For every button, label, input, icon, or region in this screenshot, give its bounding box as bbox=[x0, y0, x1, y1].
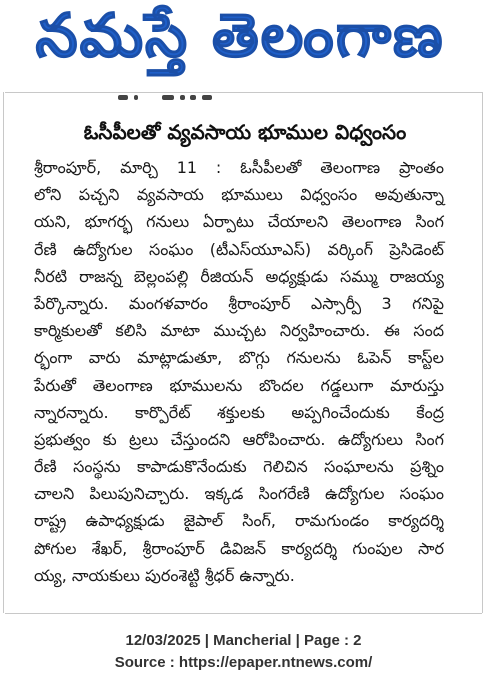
article-line: న్నారన్నారు. కార్పొరేట్ శక్తులకు అప్పగించేందుకు కేంద్ర bbox=[34, 402, 444, 422]
article-line: య్య, నాయకులు పురంశెట్టి శ్రీధర్ ఉన్నారు. bbox=[34, 565, 295, 585]
article-line: యని, భూగర్భ గనులు ఏర్పాటు చేయాలని తెలంగాణ సింగ bbox=[34, 212, 444, 232]
article-line: ర్భంగా వారు మాట్లాడుతూ, బొగ్గు గనులను ఓపెన్ కాస్ట్‌ల bbox=[34, 348, 444, 368]
newspaper-masthead-logo bbox=[30, 1, 450, 82]
clipping-frame-bottom bbox=[5, 613, 482, 614]
cropped-text-fragment bbox=[118, 95, 213, 101]
article-line: శ్రీరాంపూర్, మార్చి 11 : ఓసీపీలతో తెలంగాణ ప్రాంతం bbox=[34, 158, 444, 177]
footer-source-link[interactable]: Source : https://epaper.ntnews.com/ bbox=[114, 654, 373, 671]
article-line: రాష్ట్ర ఉపాధ్యక్షుడు జైపాల్ సింగ్, రామగుండం కార్యదర్శి bbox=[34, 511, 444, 531]
article-line: పేరుతో తెలంగాణ భూములను బొందల గడ్డలుగా మారుస్తు bbox=[34, 375, 444, 395]
masthead-title: నమస్తే తెలంగాణ bbox=[35, 1, 445, 71]
clipping-frame-right bbox=[482, 92, 483, 613]
article-line: రేణి సంస్థను కాపాడుకొనేందుకు గెలిచిన సంఘాలను ప్రశ్నిం bbox=[34, 457, 444, 477]
article-line: చాలని పిలుపునిచ్చారు. ఇక్కడ సింగరేణి ఉద్యోగుల సంఘం bbox=[34, 484, 444, 504]
article-line: పేర్కొన్నారు. మంగళవారం శ్రీరాంపూర్ ఎస్సార్పీ 3 గనిపై bbox=[34, 293, 444, 313]
article-line: పోగుల శేఖర్, శ్రీరాంపూర్ డివిజన్ కార్యదర్శి గుంపుల సార bbox=[34, 538, 444, 558]
article-body bbox=[34, 154, 444, 589]
article-line: రేణి ఉద్యోగుల సంఘం (టీఎస్‌యూఎస్) వర్కింగ్ ప్రెసిడెంట్ bbox=[34, 239, 444, 259]
clipping-frame-left bbox=[3, 92, 4, 613]
article-line: నీరటి రాజన్న బెల్లంపల్లి రీజియన్ అధ్యక్షుడు సమ్ము రాజయ్య bbox=[34, 266, 444, 286]
article-headline: ఓసీపీలతో వ్యవసాయ భూముల విధ్వంసం bbox=[83, 120, 407, 144]
article-line: ప్రభుత్వం కు ట్రలు చేస్తుందని ఆరోపించారు. ఉద్యోగులు సింగ bbox=[34, 429, 444, 449]
article-line: కార్మికులతో కలిసి మాటా ముచ్చట నిర్వహించారు. ఈ సంద bbox=[34, 321, 444, 341]
clipping-frame-top bbox=[5, 92, 482, 93]
footer-date-edition-page: 12/03/2025 | Mancherial | Page : 2 bbox=[125, 632, 362, 649]
article-line: లోని పచ్చని వ్యవసాయ భూములు విధ్వంసం అవుతున్నా bbox=[34, 185, 444, 205]
